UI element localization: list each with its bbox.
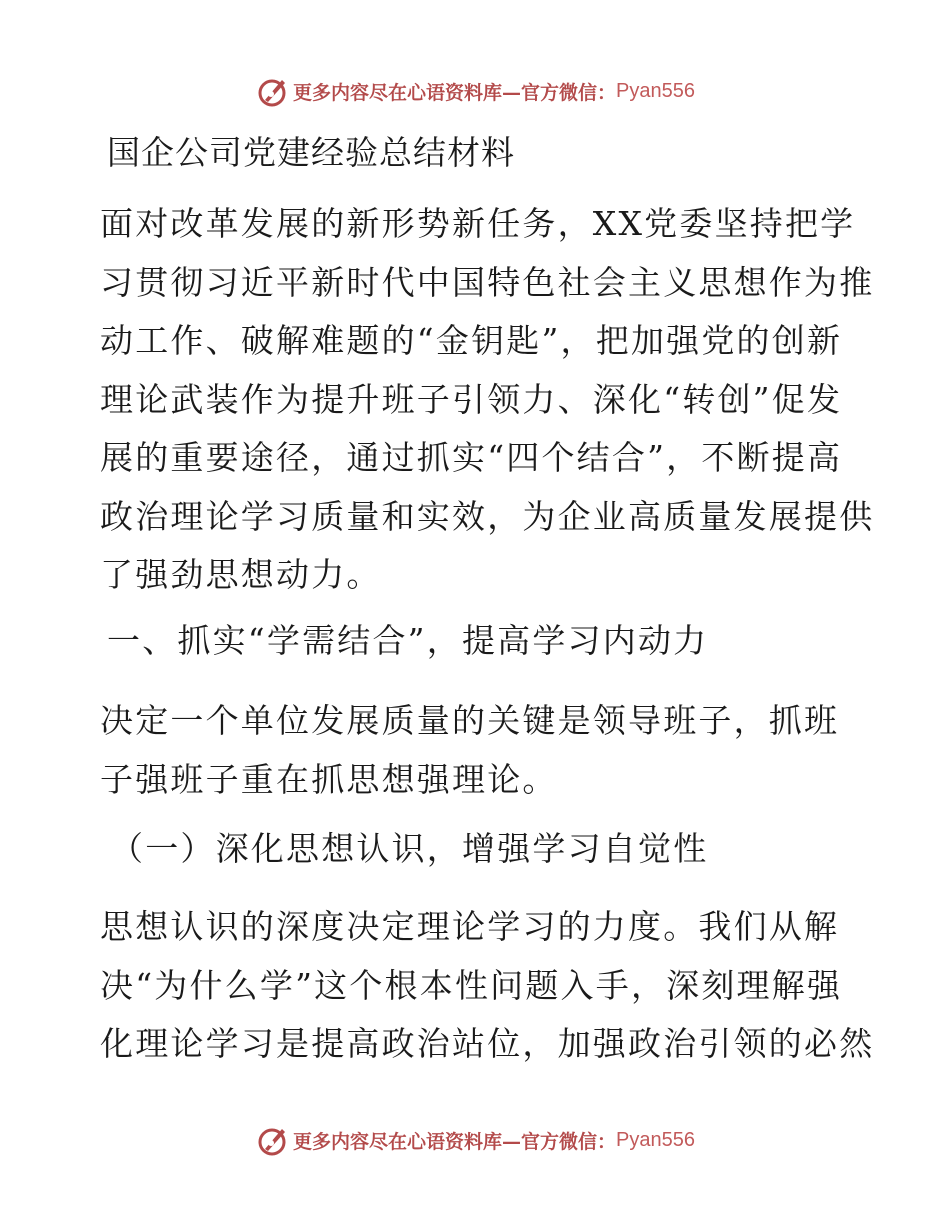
paragraph-line: 化理论学习是提高政治站位，加强政治引领的必然 [100, 1024, 875, 1063]
header-watermark [0, 71, 950, 111]
intro-paragraph [100, 195, 875, 605]
section1-paragraph [100, 692, 860, 809]
subsection-heading-1: （一）深化思想认识，增强学习自觉性 [110, 829, 709, 868]
footer-watermark [0, 1120, 950, 1160]
paragraph-line: 决定一个单位发展质量的关键是领导班子，抓班 [100, 701, 840, 740]
paragraph-line: 子强班子重在抓思想强理论。 [100, 759, 558, 799]
paragraph-line: 面对改革发展的新形势新任务，XX党委坚持把学 [100, 204, 856, 243]
watermark-text: 更多内容尽在心语资料库—官方微信： [293, 1130, 617, 1153]
paragraph-line: 习贯彻习近平新时代中国特色社会主义思想作为推 [100, 262, 875, 302]
paragraph-line: 决“为什么学”这个根本性问题入手，深刻理解强 [100, 965, 843, 1005]
paragraph-line: 了强劲思想动力。 [100, 555, 382, 594]
quill-pen-seal-icon [255, 74, 289, 108]
watermark-wechat-id: Pyan556 [616, 1128, 695, 1151]
paragraph-line: 动工作、破解难题的“金钥匙”，把加强党的创新 [100, 321, 843, 360]
quill-pen-seal-icon [255, 1123, 289, 1157]
watermark-wechat-id: Pyan556 [616, 79, 695, 102]
paragraph-line: 政治理论学习质量和实效，为企业高质量发展提供 [100, 496, 875, 536]
section-heading-1: 一、抓实“学需结合”，提高学习内动力 [107, 621, 709, 660]
document-title: 国企公司党建经验总结材料 [107, 133, 515, 172]
watermark-text: 更多内容尽在心语资料库—官方微信： [293, 81, 617, 104]
paragraph-line: 理论武装作为提升班子引领力、深化“转创”促发 [100, 379, 843, 419]
paragraph-line: 思想认识的深度决定理论学习的力度。我们从解 [100, 907, 840, 946]
paragraph-line: 展的重要途径，通过抓实“四个结合”，不断提高 [100, 438, 843, 477]
subsection1-paragraph [100, 898, 875, 1074]
